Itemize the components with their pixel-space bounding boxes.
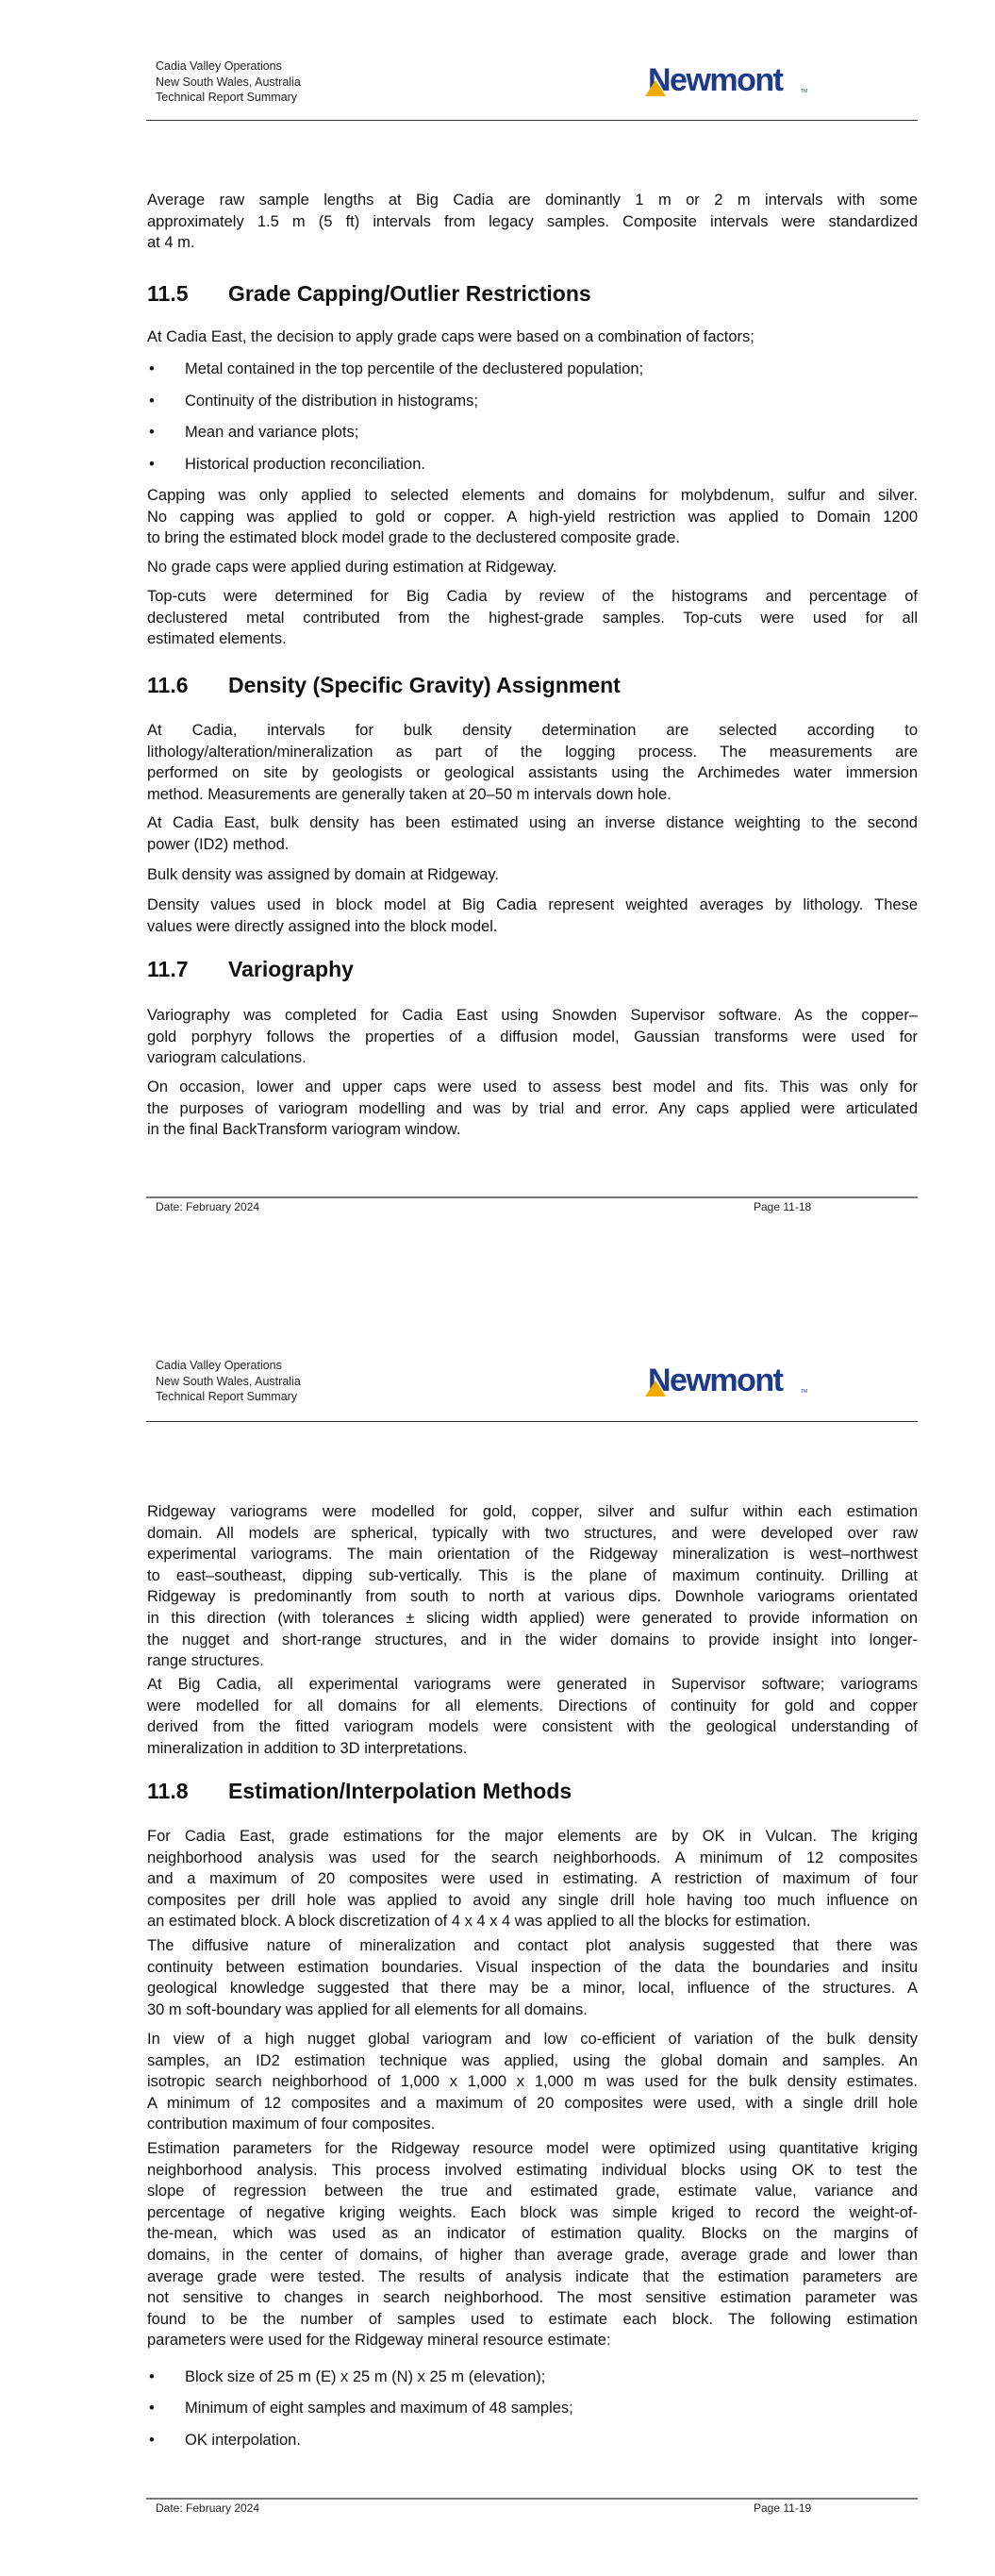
section-heading-11-7 — [147, 956, 354, 982]
page-header-text — [156, 1358, 301, 1405]
paragraph-line: lithology/alteration/mineralization as part of the logging process. The measurements are — [147, 743, 918, 761]
section-number: 11.6 — [147, 673, 189, 697]
paragraph-line: Top-cuts were determined for Big Cadia by review of the histograms and percentage of — [147, 588, 918, 605]
footer-divider — [146, 1196, 918, 1198]
paragraph — [147, 1077, 918, 1141]
paragraph-line: at 4 m. — [147, 234, 195, 252]
paragraph — [147, 586, 918, 650]
paragraph-line: the-mean, which was used as an indicator of estimation quality. Blocks on the margins of — [147, 2225, 918, 2243]
footer-date: Date: February 2024 — [156, 2501, 260, 2515]
section-number: 11.5 — [147, 281, 189, 306]
paragraph-line: Average raw sample lengths at Big Cadia are dominantly 1 m or 2 m intervals with some — [147, 192, 918, 209]
paragraph-line: to east–southeast, dipping sub-vertically. This is the plane of maximum continuity. Drilling at — [147, 1566, 918, 1584]
paragraph-line: For Cadia East, grade estimations for the major elements are by OK in Vulcan. The kriging — [147, 1828, 918, 1845]
paragraph-line: found to be the number of samples used to estimate each block. The following estimation — [147, 2310, 918, 2328]
header-line: New South Wales, Australia — [156, 75, 301, 89]
bullet-text: Historical production reconciliation. — [185, 456, 425, 473]
paragraph-line: declustered metal contributed from the highest-grade samples. Top-cuts were used for all — [147, 609, 918, 627]
section-heading-11-5 — [147, 280, 591, 307]
paragraph-line: power (ID2) method. — [147, 835, 290, 853]
paragraph-line: in the final BackTransform variogram window. — [147, 1121, 461, 1139]
paragraph-line: parameters were used for the Ridgeway mineral resource estimate: — [147, 2332, 611, 2350]
paragraph-line: estimated elements. — [147, 630, 287, 648]
paragraph — [147, 1674, 918, 1759]
paragraph-line: Estimation parameters for the Ridgeway resource model were optimized using quantitative kriging — [147, 2140, 918, 2157]
paragraph — [147, 1005, 918, 1069]
section-title: Estimation/Interpolation Methods — [228, 1779, 572, 1803]
paragraph-line: neighborhood analysis was used for the search neighborhoods. A minimum of 12 composites — [147, 1848, 918, 1866]
paragraph-line: Variography was completed for Cadia East using Snowden Supervisor software. As the copper– — [147, 1007, 918, 1024]
paragraph — [147, 485, 918, 549]
section-number: 11.8 — [147, 1779, 189, 1803]
footer-page-number: Page 11-19 — [754, 2501, 812, 2515]
bullet-text: Mean and variance plots; — [185, 424, 359, 441]
header-line: Technical Report Summary — [156, 1390, 298, 1403]
paragraph-line: continuity between estimation boundaries. Visual inspection of the data the boundaries and insitu — [147, 1958, 918, 1976]
bullet-text: OK interpolation. — [185, 2432, 301, 2449]
paragraph-line: 30 m soft-boundary was applied for all elements for all domains. — [147, 2000, 588, 2018]
section-title: Variography — [228, 957, 354, 981]
paragraph — [147, 1935, 918, 2020]
paragraph-line: isotropic search neighborhood of 1,000 x 1,000 x 1,000 m was used for the bulk density estimates. — [147, 2073, 918, 2091]
footer-divider — [146, 2498, 918, 2500]
bullet-icon: • — [149, 2368, 155, 2385]
paragraph-line: At Big Cadia, all experimental variograms were generated in Supervisor software; variograms — [147, 1676, 918, 1693]
bullet-icon: • — [149, 2432, 155, 2449]
paragraph-line: At Cadia East, bulk density has been estimated using an inverse distance weighting to the second — [147, 814, 918, 831]
paragraph-line: range structures. — [147, 1652, 264, 1670]
paragraph — [147, 895, 918, 937]
paragraph — [147, 326, 918, 348]
paragraph — [147, 190, 918, 254]
bullet-icon: • — [149, 2400, 155, 2417]
paragraph-line: A minimum of 12 composites and a maximum of 20 composites were used, with a single drill hole — [147, 2094, 918, 2112]
paragraph-line: domain. All models are spherical, typically with two structures, and were developed over raw — [147, 1524, 918, 1542]
newmont-logo — [638, 62, 813, 98]
paragraph — [147, 2138, 918, 2351]
logo-triangle-icon — [645, 1380, 666, 1397]
bullet-text: Metal contained in the top percentile of the declustered population; — [185, 360, 644, 377]
paragraph — [147, 1826, 918, 1932]
paragraph-line: slope of regression between the true and estimated grade, estimate value, variance and — [147, 2183, 918, 2200]
paragraph-line: On occasion, lower and upper caps were used to assess best model and fits. This was only for — [147, 1079, 918, 1096]
paragraph-line: Ridgeway is predominantly from south to north at various dips. Downhole variograms orientated — [147, 1588, 918, 1606]
paragraph — [147, 720, 918, 805]
paragraph — [147, 1501, 918, 1672]
logo-trademark: TM — [801, 1389, 808, 1395]
header-divider — [146, 1421, 918, 1422]
paragraph-line: The diffusive nature of mineralization and contact plot analysis suggested that there was — [147, 1937, 918, 1954]
section-title: Density (Specific Gravity) Assignment — [228, 673, 621, 697]
paragraph-line: Capping was only applied to selected elements and domains for molybdenum, sulfur and silver. — [147, 487, 918, 504]
bullet-text: Minimum of eight samples and maximum of 48 samples; — [185, 2400, 573, 2417]
paragraph-line: At Cadia, intervals for bulk density determination are selected according to — [147, 722, 918, 739]
bullet-text: Continuity of the distribution in histograms; — [185, 393, 478, 410]
logo-trademark: TM — [801, 89, 808, 94]
paragraph-line: Ridgeway variograms were modelled for gold, copper, silver and sulfur within each estimation — [147, 1503, 918, 1520]
paragraph-line: Density values used in block model at Big Cadia represent weighted averages by lithology. These — [147, 896, 918, 913]
paragraph-line: No grade caps were applied during estimation at Ridgeway. — [147, 559, 557, 576]
footer-date: Date: February 2024 — [156, 1200, 260, 1213]
header-line: Technical Report Summary — [156, 91, 298, 104]
header-line: New South Wales, Australia — [156, 1374, 301, 1388]
paragraph — [147, 812, 918, 855]
bullet-icon: • — [149, 456, 155, 473]
paragraph-line: percentage of negative kriging weights. Each block was simple kriged to record the weight-of- — [147, 2203, 918, 2221]
paragraph-line: No capping was applied to gold or copper. A high-yield restriction was applied to Domain 1200 — [147, 508, 918, 526]
paragraph-line: average grade were tested. The results of analysis indicate that the estimation parameters are — [147, 2267, 918, 2285]
section-title: Grade Capping/Outlier Restrictions — [228, 281, 591, 306]
paragraph-line: samples, an ID2 estimation technique was applied, using the global domain and samples. An — [147, 2051, 918, 2069]
paragraph-line: domains, in the center of domains, of higher than average grade, average grade and lower than — [147, 2246, 918, 2264]
paragraph-line: performed on site by geologists or geological assistants using the Archimedes water immersion — [147, 764, 918, 782]
paragraph-line: and a maximum of 20 composites were used in estimating. A restriction of maximum of four — [147, 1870, 918, 1888]
bullet-icon: • — [149, 393, 155, 410]
paragraph-line: to bring the estimated block model grade to the declustered composite grade. — [147, 529, 680, 547]
paragraph-line: were modelled for all domains for all elements. Directions of continuity for gold and copper — [147, 1697, 918, 1715]
paragraph-line: Bulk density was assigned by domain at Ridgeway. — [147, 866, 499, 883]
page-header-text — [156, 59, 301, 106]
paragraph-line: In view of a high nugget global variogram and low co-efficient of variation of the bulk density — [147, 2031, 918, 2048]
logo-wordmark: Newmont — [648, 62, 783, 98]
paragraph-line: composites per drill hole was applied to avoid any single drill hole having too much influence on — [147, 1891, 918, 1909]
paragraph-line: an estimated block. A block discretization of 4 x 4 x 4 was applied to all the blocks for estimation. — [147, 1913, 811, 1931]
section-number: 11.7 — [147, 957, 189, 981]
newmont-logo — [638, 1363, 813, 1398]
footer-page-number: Page 11-18 — [754, 1200, 812, 1213]
paragraph-line: At Cadia East, the decision to apply grade caps were based on a combination of factors; — [147, 328, 755, 345]
paragraph-line: derived from the fitted variogram models were consistent with the geological understanding of — [147, 1718, 918, 1736]
header-line: Cadia Valley Operations — [156, 59, 282, 73]
logo-wordmark: Newmont — [648, 1363, 783, 1398]
paragraph-line: the purposes of variogram modelling and was by trial and error. Any caps applied were articulated — [147, 1099, 918, 1117]
section-heading-11-8 — [147, 1778, 572, 1804]
paragraph — [147, 557, 918, 578]
paragraph-line: values were directly assigned into the block model. — [147, 917, 498, 935]
paragraph-line: experimental variograms. The main orientation of the Ridgeway mineralization is west–northwest — [147, 1546, 918, 1564]
header-line: Cadia Valley Operations — [156, 1359, 282, 1372]
paragraph-line: geological knowledge suggested that there may be a minor, local, influence of the structures. A — [147, 1980, 918, 1998]
paragraph-line: variogram calculations. — [147, 1049, 307, 1067]
paragraph-line: gold porphyry follows the properties of a diffusion model, Gaussian transforms were used for — [147, 1028, 918, 1045]
paragraph-line: neighborhood analysis. This process involved estimating individual blocks using OK to test the — [147, 2161, 918, 2179]
paragraph-line: method. Measurements are generally taken at 20–50 m intervals down hole. — [147, 785, 672, 803]
paragraph-line: approximately 1.5 m (5 ft) intervals from legacy samples. Composite intervals were standardized — [147, 212, 918, 230]
paragraph-line: mineralization in addition to 3D interpretations. — [147, 1739, 468, 1757]
logo-triangle-icon — [645, 80, 666, 96]
paragraph-line: the nugget and short-range structures, and in the wider domains to provide insight into longer- — [147, 1631, 918, 1648]
paragraph-line: not sensitive to changes in search neighborhood. The most sensitive estimation parameter was — [147, 2289, 918, 2307]
bullet-icon: • — [149, 360, 155, 377]
header-divider — [146, 120, 918, 121]
paragraph-line: in this direction (with tolerances ± slicing width applied) were generated to provide information on — [147, 1609, 918, 1627]
paragraph-line: contribution maximum of four composites. — [147, 2116, 436, 2133]
paragraph — [147, 864, 918, 886]
section-heading-11-6 — [147, 672, 621, 698]
paragraph — [147, 2029, 918, 2135]
bullet-icon: • — [149, 424, 155, 441]
bullet-text: Block size of 25 m (E) x 25 m (N) x 25 m (elevation); — [185, 2368, 546, 2385]
